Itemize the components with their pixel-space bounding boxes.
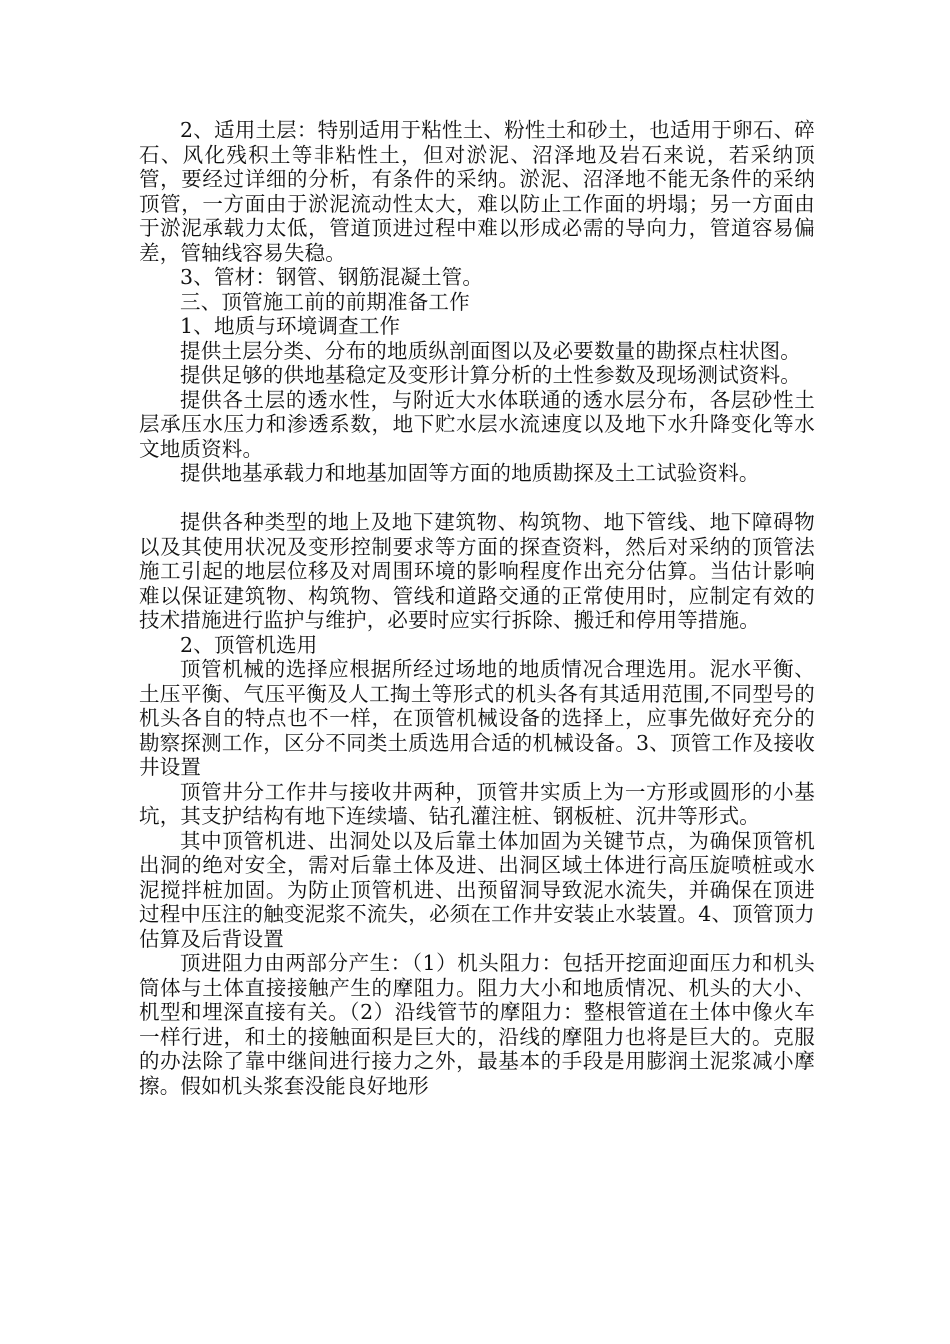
- subheading-machine-selection: 2、顶管机选用: [180, 632, 318, 657]
- document-body: [139, 118, 815, 1098]
- paragraph-pipe-materials: 3、管材：钢管、钢筋混凝土管。: [180, 265, 484, 289]
- paragraph-soil-profile: 提供土层分类、分布的地质纵剖面图以及必要数量的勘探点柱状图。: [180, 338, 801, 363]
- paragraph-jacking-resistance: 顶进阻力由两部分产生：（1）机头阻力：包括开挖面迎面压力和机头筒体与土体直接接触产生的摩阻力。阻力大小和地质情况、机头的大小、机型和埋深直接有关。（2）沿线管节的摩阻力：整根管道在土体中像火车一样行进，和土的接触面积是巨大的，沿线的摩阻力也将是巨大的。克服的办法除了靠中继间进行接力之外，最基本的手段是用膨润土泥浆减小摩擦。假如机头浆套没能良好地形: [139, 951, 815, 1098]
- blank-line: [139, 486, 815, 511]
- paragraph-soil-layers: 2、适用土层：特别适用于粘性土、粉性土和砂土，也适用于卵石、碎石、风化残积土等非粘性土，但对淤泥、沼泽地及岩石来说，若采纳顶管，要经过详细的分析，有条件的采纳。淤泥、沼泽地不能无条件的采纳顶管，一方面由于淤泥流动性太大，难以防止工作面的坍塌；另一方面由于淤泥承载力太低，管道顶进过程中难以形成必需的导向力，管道容易偏差，管轴线容易失稳。: [139, 118, 815, 265]
- paragraph-soil-parameters: 提供足够的供地基稳定及变形计算分析的土性参数及现场测试资料。: [180, 363, 801, 387]
- paragraph-soil-reinforcement: 其中顶管机进、出洞处以及后靠土体加固为关键节点，为确保顶管机出洞的绝对安全，需对后靠土体及进、出洞区域土体进行高压旋喷桩或水泥搅拌桩加固。为防止顶管机进、出预留洞导致泥水流失，并确保在顶进过程中压注的触变泥浆不流失，必须在工作井安装止水装置。4、顶管顶力估算及后背设置: [139, 828, 815, 951]
- paragraph-structures-survey: 提供各种类型的地上及地下建筑物、构筑物、地下管线、地下障碍物以及其使用状况及变形控制要求等方面的探查资料，然后对采纳的顶管法施工引起的地层位移及对周围环境的影响程度作出充分估算。当估计影响难以保证建筑物、构筑物、管线和道路交通的正常使用时，应制定有效的技术措施进行监护与维护，必要时应实行拆除、搬迁和停用等措施。: [139, 510, 815, 632]
- paragraph-machine-selection: 顶管机械的选择应根据所经过场地的地质情况合理选用。泥水平衡、土压平衡、气压平衡及人工掏土等形式的机头各有其适用范围,不同型号的机头各自的特点也不一样，在顶管机械设备的选择上，应事先做好充分的勘察探测工作，区分不同类土质选用合适的机械设备。3、顶管工作及接收井设置: [139, 657, 815, 779]
- section-heading-preparation: 三、顶管施工前的前期准备工作: [180, 289, 470, 314]
- paragraph-hydrogeology: 提供各土层的透水性，与附近大水体联通的透水层分布，各层砂性土层承压水压力和渗透系数，地下贮水层水流速度以及地下水升降变化等水文地质资料。: [139, 387, 815, 461]
- paragraph-bearing-capacity: 提供地基承载力和地基加固等方面的地质勘探及土工试验资料。: [180, 461, 760, 485]
- paragraph-shaft-types: 顶管井分工作井与接收井两种，顶管井实质上为一方形或圆形的小基坑，其支护结构有地下连续墙、钻孔灌注桩、钢板桩、沉井等形式。: [139, 779, 815, 828]
- subheading-geology-survey: 1、地质与环境调查工作: [180, 314, 401, 338]
